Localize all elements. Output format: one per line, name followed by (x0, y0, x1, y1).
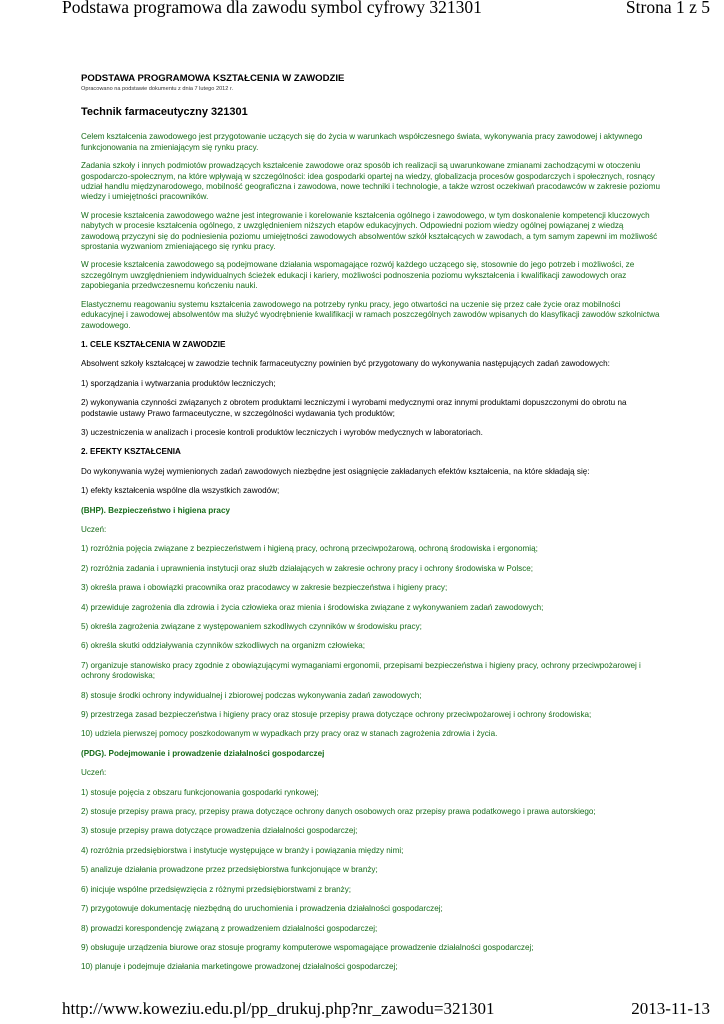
outcome-item: 1) rozróżnia pojęcia związane z bezpieczeństwem i higieną pracy, ochroną przeciwpożarową, ochroną środowiska i ergonomią; (81, 544, 538, 554)
section-sublead: 1) efekty kształcenia wspólne dla wszystkich zawodów; (81, 486, 280, 496)
header-page-number: Strona 1 z 5 (625, 0, 710, 17)
outcome-item: 8) stosuje środki ochrony indywidualnej i zbiorowej podczas wykonywania zadań zawodowych; (81, 690, 422, 700)
task-item: 2) wykonywania czynności związanych z obrotem produktami leczniczymi i wyrobami medycznymi oraz innymi produktami dopuszczonymi do obrotu na podstawie ustawy Prawo farmaceutyczne, w szczególności wydawania tych produktów; (81, 398, 627, 418)
intro-paragraph: Zadania szkoły i innych podmiotów prowadzących kształcenie zawodowe oraz sposób ich realizacji są uwarunkowane zmianami zachodzącymi w otoczeniu gospodarczo-społecznym, na które wpływają w szczególności: idea gospodarki opartej na wiedzy, globalizacja procesów gospodarczych i społecznych, rosnący udział handlu międzynarodowego, mobilność geograficzna i zawodowa, nowe techniki i technologie, a także wzrost oczekiwań pracodawców w zakresie poziomu wiedzy i umiejętności pracowników. (81, 161, 660, 202)
outcome-item: 10) udziela pierwszej pomocy poszkodowanym w wypadkach przy pracy oraz w stanach zagrożenia zdrowia i życia. (81, 729, 498, 739)
browser-print-footer (62, 1000, 710, 1024)
student-label: Uczeń: (81, 524, 107, 534)
outcome-item: 4) przewiduje zagrożenia dla zdrowia i życia człowieka oraz mienia i środowiska związane z wykonywaniem zadań zawodowych; (81, 602, 544, 612)
intro-paragraph: Celem kształcenia zawodowego jest przygotowanie uczących się do życia w warunkach współczesnego świata, wykonywania pracy zawodowej i aktywnego funkcjonowania na zmieniającym się rynku pracy. (81, 132, 643, 152)
task-item: 1) sporządzania i wytwarzania produktów leczniczych; (81, 378, 276, 388)
outcome-item: 6) inicjuje wspólne przedsięwzięcia z różnymi przedsiębiorstwami z branży; (81, 884, 352, 894)
document-title: PODSTAWA PROGRAMOWA KSZTAŁCENIA W ZAWODZIE (81, 73, 345, 84)
section-heading: 2. EFEKTY KSZTAŁCENIA (81, 447, 181, 457)
outcome-item: 3) stosuje przepisy prawa dotyczące prowadzenia działalności gospodarczej; (81, 826, 358, 836)
job-title: Technik farmaceutyczny 321301 (81, 106, 248, 119)
outcome-item: 1) stosuje pojęcia z obszaru funkcjonowania gospodarki rynkowej; (81, 787, 319, 797)
browser-print-header (62, 0, 710, 20)
outcome-item: 9) przestrzega zasad bezpieczeństwa i higieny pracy oraz stosuje przepisy prawa dotyczące ochrony przeciwpożarowej i ochrony środowiska; (81, 710, 592, 720)
outcome-item: 7) przygotowuje dokumentację niezbędną do uruchomienia i prowadzenia działalności gospodarczej; (81, 904, 443, 914)
intro-paragraph: W procesie kształcenia zawodowego są podejmowane działania wspomagające rozwój każdego uczącego się, stosownie do jego potrzeb i możliwości, ze szczególnym uwzględnieniem indywidualnych ścieżek edukacji i kariery, możliwości podnoszenia poziomu wykształcenia i kwalifikacji zawodowych oraz zapobiegania przedwczesnemu kończeniu nauki. (81, 260, 635, 291)
module-heading-pdg: (PDG). Podejmowanie i prowadzenie działalności gospodarczej (81, 748, 325, 758)
outcome-item: 8) prowadzi korespondencję związaną z prowadzeniem działalności gospodarczej; (81, 923, 378, 933)
outcome-item: 3) określa prawa i obowiązki pracownika oraz pracodawcy w zakresie bezpieczeństwa i higieny pracy; (81, 583, 448, 593)
outcome-item: 4) rozróżnia przedsiębiorstwa i instytucje występujące w branży i powiązania między nimi; (81, 845, 404, 855)
intro-paragraph: Elastycznemu reagowaniu systemu kształcenia zawodowego na potrzeby rynku pracy, jego otwartości na uczenie się przez całe życie oraz mobilności edukacyjnej i zawodowej absolwentów ma służyć wyodrębnienie kwalifikacji w ramach poszczególnych zawodów wpisanych do klasyfikacji zawodów szkolnictwa zawodowego. (81, 299, 660, 330)
footer-date: 2013-11-13 (631, 999, 710, 1018)
outcome-item: 10) planuje i podejmuje działania marketingowe prowadzonej działalności gospodarczej; (81, 962, 398, 972)
outcome-item: 5) analizuje działania prowadzone przez przedsiębiorstwa funkcjonujące w branży; (81, 865, 378, 875)
outcome-item: 5) określa zagrożenia związane z występowaniem szkodliwych czynników w środowisku pracy; (81, 622, 422, 631)
header-title: Podstawa programowa dla zawodu symbol cyfrowy 321301 (62, 0, 482, 17)
outcome-item: 7) organizuje stanowisko pracy zgodnie z obowiązującymi wymaganiami ergonomii, przepisami bezpieczeństwa i higieny pracy, ochrony przeciwpożarowej i ochrony środowiska; (81, 660, 641, 681)
document-body (81, 74, 661, 973)
section-heading: 1. CELE KSZTAŁCENIA W ZAWODZIE (81, 339, 226, 349)
footer-url: http://www.koweziu.edu.pl/pp_drukuj.php?nr_zawodu=321301 (62, 999, 495, 1018)
section-lead: Do wykonywania wyżej wymienionych zadań zawodowych niezbędne jest osiągnięcie zakładanych efektów kształcenia, na które składają się: (81, 466, 590, 476)
outcome-item: 6) określa skutki oddziaływania czynników szkodliwych na organizm człowieka; (81, 641, 366, 651)
document-subtitle: Opracowano na podstawie dokumentu z dnia 7 lutego 2012 r. (81, 86, 234, 93)
section-lead: Absolwent szkoły kształcącej w zawodzie technik farmaceutyczny powinien być przygotowany do wykonywania następujących zadań zawodowych: (81, 359, 610, 369)
task-item: 3) uczestniczenia w analizach i procesie kontroli produktów leczniczych i wyrobów medycznych w laboratoriach. (81, 427, 483, 437)
student-label: Uczeń: (81, 768, 107, 778)
intro-paragraph: W procesie kształcenia zawodowego ważne jest integrowanie i korelowanie kształcenia ogólnego i zawodowego, w tym doskonalenie kompetencji kluczowych nabytych w procesie kształcenia ogólnego, z uwzględnieniem niższych etapów edukacyjnych. Odpowiedni poziom wiedzy ogólnej powiązanej z wiedzą zawodową przyczyni się do podniesienia poziomu umiejętności zawodowych absolwentów szkół kształcących w zawodach, a tym samym zapewni im możliwość sprostania wyzwaniom zmieniającego się rynku pracy. (81, 210, 658, 252)
module-heading-bhp: (BHP). Bezpieczeństwo i higiena pracy (81, 505, 230, 515)
outcome-item: 9) obsługuje urządzenia biurowe oraz stosuje programy komputerowe wspomagające prowadzenie działalności gospodarczej; (81, 942, 534, 952)
outcome-item: 2) stosuje przepisy prawa pracy, przepisy prawa dotyczące ochrony danych osobowych oraz przepisy prawa podatkowego i prawa autorskiego; (81, 807, 596, 817)
outcome-item: 2) rozróżnia zadania i uprawnienia instytucji oraz służb działających w zakresie ochrony pracy i ochrony środowiska w Polsce; (81, 563, 534, 573)
